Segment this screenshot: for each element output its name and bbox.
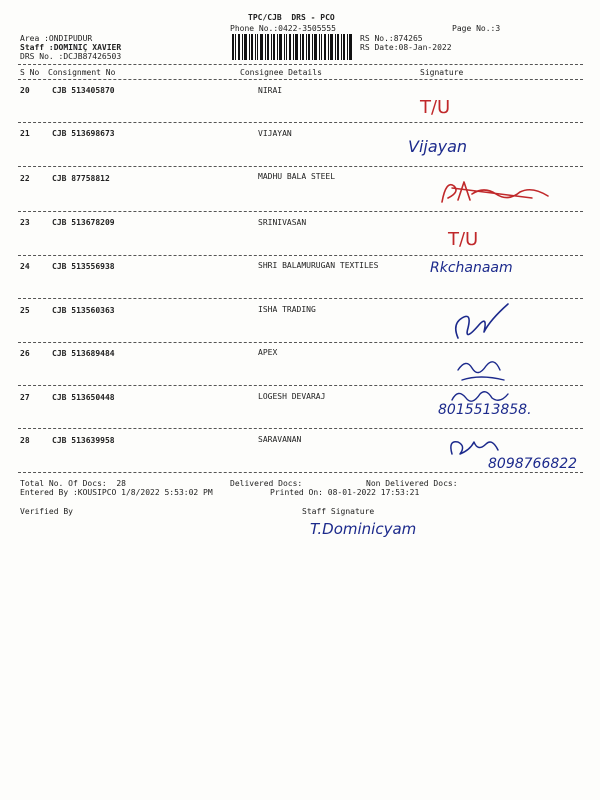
col-header-consignee: Consignee Details [240,68,322,77]
handwritten-phone: 8098766822 [488,456,578,472]
printed-on: Printed On: 08-01-2022 17:53:21 [270,488,420,497]
divider [18,428,583,429]
verified-by-label: Verified By [20,507,73,516]
divider [18,472,583,473]
row-sno: 20 [20,86,30,95]
area-label: Area :ONDIPUDUR [20,34,93,43]
non-delivered-docs: Non Delivered Docs: [366,479,458,488]
staff-name: Staff :DOMINIÇ XAVIER [20,43,122,52]
col-header-sno: S No [20,68,40,77]
col-header-signature: Signature [420,68,464,77]
row-consignee: APEX [258,348,278,357]
row-sno: 27 [20,393,30,402]
document-title: TPC/CJB DRS - PCO [248,13,335,22]
signature-text: Rkchanaam [430,260,513,276]
divider [18,79,583,80]
row-consignment: CJB 513689484 [52,349,115,358]
divider [18,342,583,343]
row-consignee: VIJAYAN [258,129,292,138]
col-header-consignment: Consignment No [48,68,116,77]
total-docs: Total No. Of Docs: 28 [20,479,126,488]
row-consignee: NIRAI [258,86,283,95]
divider [18,166,583,167]
entered-by: Entered By :KOUSIPCO 1/8/2022 5:53:02 PM [20,488,213,497]
phone-number: Phone No.:0422-3505555 [230,24,336,33]
signature-scribble [452,350,512,386]
divider [18,122,583,123]
row-sno: 21 [20,129,30,138]
handwritten-note: T/U [420,97,451,118]
row-consignee: SHRI BALAMURUGAN TEXTILES [258,261,379,270]
row-consignee: ISHA TRADING [258,305,316,314]
row-consignment: CJB 87758812 [52,174,110,183]
signature-text: Vijayan [408,137,468,156]
delivered-docs: Delivered Docs: [230,479,303,488]
row-consignment: CJB 513639958 [52,436,115,445]
row-sno: 23 [20,218,30,227]
staff-signature-label: Staff Signature [302,507,375,516]
row-sno: 25 [20,306,30,315]
handwritten-note: T/U [448,229,479,250]
row-sno: 28 [20,436,30,445]
signature-scribble [448,298,518,346]
rs-date: RS Date:08-Jan-2022 [360,43,452,52]
row-consignee: SRINIVASAN [258,218,307,227]
row-consignment: CJB 513405870 [52,86,115,95]
row-consignment: CJB 513678209 [52,218,115,227]
divider [18,64,583,65]
drs-number: DRS No. :DCJB87426503 [20,52,122,61]
divider [18,211,583,212]
row-consignee: LOGESH DEVARAJ [258,392,326,401]
rs-number: RS No.:874265 [360,34,423,43]
handwritten-phone: 8015513858. [438,402,532,418]
row-sno: 22 [20,174,30,183]
staff-signature: T.Dominicyam [310,520,417,538]
row-consignment: CJB 513556938 [52,262,115,271]
row-consignee: SARAVANAN [258,435,302,444]
page-number: Page No.:3 [452,24,501,33]
barcode [232,34,352,60]
row-consignment: CJB 513650448 [52,393,115,402]
divider [18,255,583,256]
row-sno: 26 [20,349,30,358]
row-consignment: CJB 513698673 [52,129,115,138]
signature-scribble [436,176,556,210]
row-sno: 24 [20,262,30,271]
row-consignment: CJB 513560363 [52,306,115,315]
row-consignee: MADHU BALA STEEL [258,172,336,181]
